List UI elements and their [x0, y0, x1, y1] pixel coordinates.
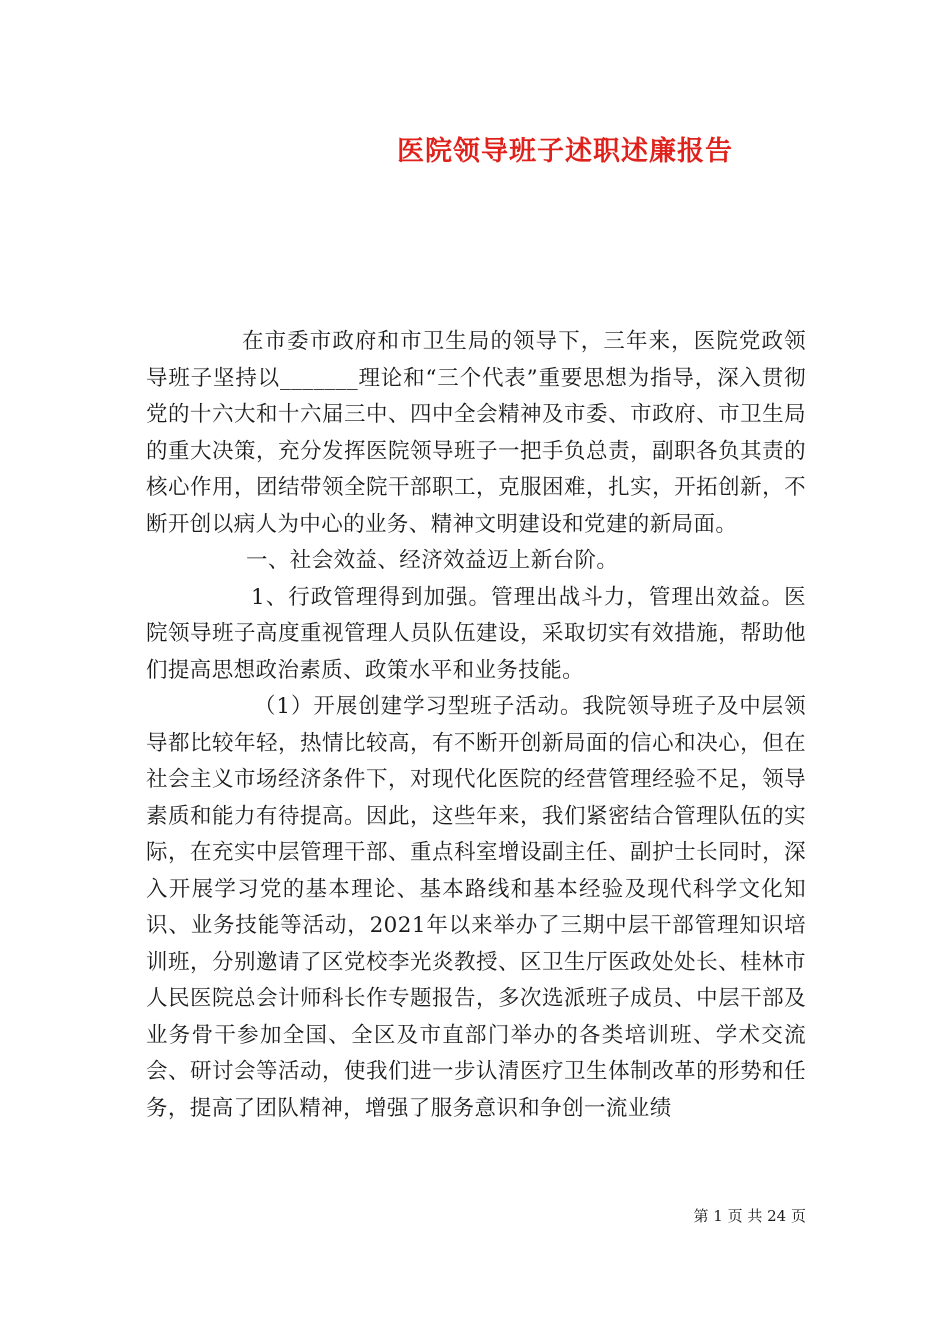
- section-heading: 一、社会效益、经济效益迈上新台阶。: [246, 548, 619, 573]
- page-title: 医院领导班子述职述廉报告: [397, 136, 733, 167]
- document-body: [146, 324, 806, 1127]
- paragraph-intro: 在市委市政府和市卫生局的领导下，三年来，医院党政领导班子坚持以_______理论和“三个代表”重要思想为指导，深入贯彻党的十六大和十六届三中、四中全会精神及市委、市政府、市卫生局的重大决策，充分发挥医院领导班子一把手负总责，副职各负其责的核心作用，团结带领全院干部职工，克服困难，扎实，开拓创新，不断开创以病人为中心的业务、精神文明建设和党建的新局面。: [146, 329, 806, 537]
- paragraph-subsection-1: 1、行政管理得到加强。管理出战斗力，管理出效益。医院领导班子高度重视管理人员队伍建设，采取切实有效措施，帮助他们提高思想政治素质、政策水平和业务技能。: [146, 584, 806, 683]
- paragraph-item-1: （1）开展创建学习型班子活动。我院领导班子及中层领导都比较年轻，热情比较高，有不断开创新局面的信心和决心，但在社会主义市场经济条件下，对现代化医院的经营管理经验不足，领导素质和能力有待提高。因此，这些年来，我们紧密结合管理队伍的实际，在充实中层管理干部、重点科室增设副主任、副护士长同时，深入开展学习党的基本理论、基本路线和基本经验及现代科学文化知识、业务技能等活动，2021年以来举办了三期中层干部管理知识培训班，分别邀请了区党校李光炎教授、区卫生厅医政处处长、桂林市人民医院总会计师科长作专题报告，多次选派班子成员、中层干部及业务骨干参加全国、全区及市直部门举办的各类培训班、学术交流会、研讨会等活动，使我们进一步认清医疗卫生体制改革的形势和任务，提高了团队精神，增强了服务意识和争创一流业绩: [146, 694, 806, 1121]
- page-number-footer: 第 1 页 共 24 页: [693, 1207, 806, 1225]
